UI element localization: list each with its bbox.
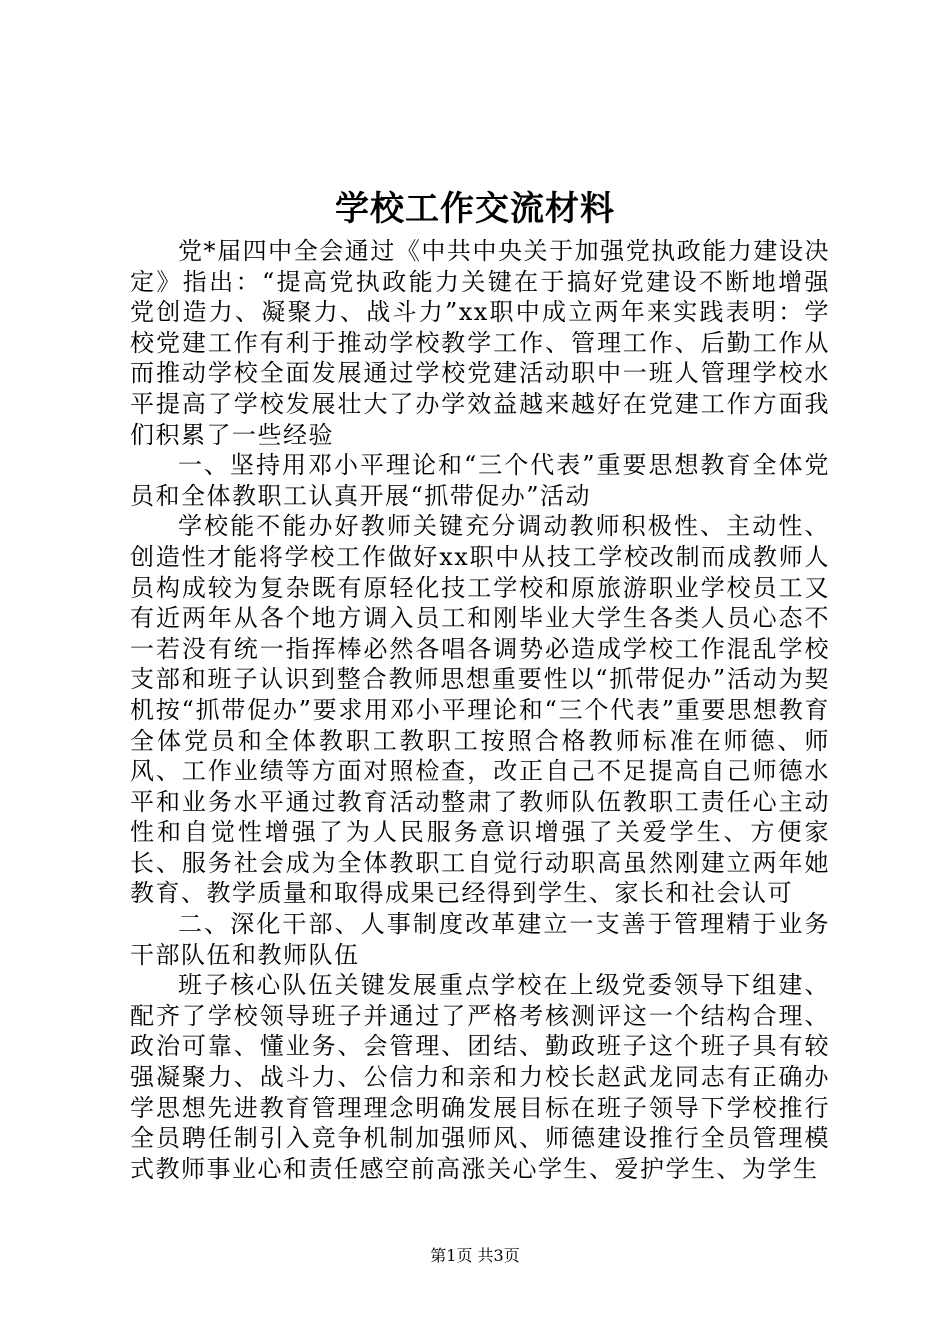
document-body (130, 236, 830, 1184)
section-heading-1: 一、坚持用邓小平理论和“三个代表”重要思想教育全体党员和全体教职工认真开展“抓带促办”活动 (130, 451, 830, 510)
paragraph-section-2: 班子核心队伍关键发展重点学校在上级党委领导下组建、配齐了学校领导班子并通过了严格考核测评这一个结构合理、政治可靠、懂业务、会管理、团结、勤政班子这个班子具有较强凝聚力、战斗力、公信力和亲和力校长赵武龙同志有正确办学思想先进教育管理理念明确发展目标在班子领导下学校推行全员聘任制引入竞争机制加强师风、师德建设推行全员管理模式教师事业心和责任感空前高涨关心学生、爱护学生、为学生 (130, 971, 830, 1183)
paragraph-section-1: 学校能不能办好教师关键充分调动教师积极性、主动性、创造性才能将学校工作做好xx职中从技工学校改制而成教师人员构成较为复杂既有原轻化技工学校和原旅游职业学校员工又有近两年从各个地方调入员工和刚毕业大学生各类人员心态不一若没有统一指挥棒必然各唱各调势必造成学校工作混乱学校支部和班子认识到整合教师思想重要性以“抓带促办”活动为契机按“抓带促办”要求用邓小平理论和“三个代表”重要思想教育全体党员和全体教职工教职工按照合格教师标准在师德、师风、工作业绩等方面对照检查，改正自己不足提高自己师德水平和业务水平通过教育活动整肃了教师队伍教职工责任心主动性和自觉性增强了为人民服务意识增强了关爱学生、方便家长、服务社会成为全体教职工自觉行动职高虽然刚建立两年她教育、教学质量和取得成果已经得到学生、家长和社会认可 (130, 512, 830, 908)
page-title: 学校工作交流材料 (335, 189, 615, 229)
paragraph-intro: 党*届四中全会通过《中共中央关于加强党执政能力建设决定》指出：“提高党执政能力关键在于搞好党建设不断地增强党创造力、凝聚力、战斗力”xx职中成立两年来实践表明：学校党建工作有利于推动学校教学工作、管理工作、后勤工作从而推动学校全面发展通过学校党建活动职中一班人管理学校水平提高了学校发展壮大了办学效益越来越好在党建工作方面我们积累了一些经验 (130, 237, 830, 449)
page-footer: 第1页 共3页 (430, 1246, 520, 1265)
section-heading-2: 二、深化干部、人事制度改革建立一支善于管理精于业务干部队伍和教师队伍 (130, 910, 830, 969)
